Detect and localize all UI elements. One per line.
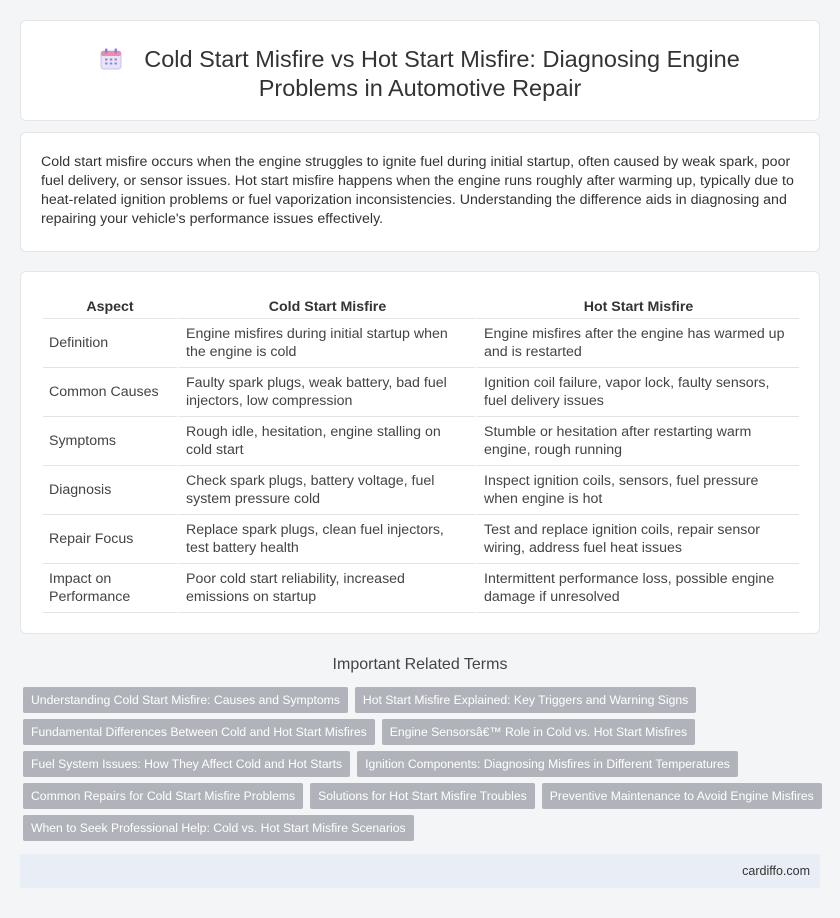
tag-row	[23, 719, 823, 745]
row-cold: Check spark plugs, battery voltage, fuel system pressure cold	[177, 466, 475, 515]
related-term-tag[interactable]: Fuel System Issues: How They Affect Cold and Hot Starts	[23, 751, 350, 777]
tag-row	[23, 687, 823, 713]
related-term-tag[interactable]: Common Repairs for Cold Start Misfire Problems	[23, 783, 303, 809]
row-aspect: Symptoms	[43, 417, 177, 466]
tag-row	[23, 751, 823, 777]
row-cold: Poor cold start reliability, increased emissions on startup	[177, 564, 475, 613]
tag-row	[23, 783, 823, 809]
related-term-tag[interactable]: When to Seek Professional Help: Cold vs. Hot Start Misfire Scenarios	[23, 815, 414, 841]
row-aspect: Diagnosis	[43, 466, 177, 515]
related-term-tag[interactable]: Fundamental Differences Between Cold and Hot Start Misfires	[23, 719, 375, 745]
row-hot: Inspect ignition coils, sensors, fuel pressure when engine is hot	[475, 466, 799, 515]
title-line-2: Problems in Automotive Repair	[258, 75, 582, 101]
row-hot: Stumble or hesitation after restarting warm engine, rough running	[475, 417, 799, 466]
related-term-tag[interactable]: Solutions for Hot Start Misfire Troubles	[310, 783, 535, 809]
footer-site-link[interactable]: cardiffo.com	[742, 864, 810, 878]
related-term-tag[interactable]: Hot Start Misfire Explained: Key Triggers and Warning Signs	[355, 687, 696, 713]
intro-paragraph: Cold start misfire occurs when the engine struggles to ignite fuel during initial startup, often caused by weak spark, poor fuel delivery, or sensor issues. Hot start misfire happens when the engine runs roughly after warming up, typically due to heat-related ignition problems or fuel vaporization inconsistencies. Understanding the difference aids in diagnosing and repairing your vehicle's performance issues effectively.	[41, 154, 794, 227]
page-title	[21, 45, 819, 103]
tag-row	[23, 815, 823, 841]
table-row	[43, 319, 799, 368]
row-hot: Ignition coil failure, vapor lock, faulty sensors, fuel delivery issues	[475, 368, 799, 417]
related-terms-list	[23, 687, 823, 847]
title-card	[20, 20, 820, 121]
row-hot: Engine misfires after the engine has warmed up and is restarted	[475, 319, 799, 368]
table-row	[43, 515, 799, 564]
row-cold: Replace spark plugs, clean fuel injectors, test battery health	[177, 515, 475, 564]
footer	[20, 854, 820, 888]
related-terms-heading: Important Related Terms	[332, 656, 508, 673]
header-aspect: Aspect	[43, 295, 177, 319]
header-cold-start: Cold Start Misfire	[177, 295, 475, 319]
intro-card	[20, 132, 820, 252]
table-row	[43, 417, 799, 466]
related-term-tag[interactable]: Understanding Cold Start Misfire: Causes and Symptoms	[23, 687, 348, 713]
related-term-tag[interactable]: Preventive Maintenance to Avoid Engine Misfires	[542, 783, 822, 809]
table-row	[43, 368, 799, 417]
row-aspect: Impact on Performance	[43, 564, 177, 613]
row-aspect: Repair Focus	[43, 515, 177, 564]
row-cold: Engine misfires during initial startup when the engine is cold	[177, 319, 475, 368]
calendar-icon	[100, 48, 122, 70]
row-cold: Faulty spark plugs, weak battery, bad fuel injectors, low compression	[177, 368, 475, 417]
header-hot-start: Hot Start Misfire	[475, 295, 799, 319]
related-term-tag[interactable]: Engine Sensorsâ€™ Role in Cold vs. Hot Start Misfires	[382, 719, 695, 745]
comparison-card	[20, 271, 820, 634]
row-hot: Test and replace ignition coils, repair sensor wiring, address fuel heat issues	[475, 515, 799, 564]
table-header-row	[43, 295, 799, 319]
row-aspect: Definition	[43, 319, 177, 368]
row-aspect: Common Causes	[43, 368, 177, 417]
title-line-1: Cold Start Misfire vs Hot Start Misfire: Diagnosing Engine	[144, 46, 740, 72]
table-row	[43, 564, 799, 613]
comparison-table	[43, 295, 799, 613]
row-cold: Rough idle, hesitation, engine stalling on cold start	[177, 417, 475, 466]
row-hot: Intermittent performance loss, possible engine damage if unresolved	[475, 564, 799, 613]
table-row	[43, 466, 799, 515]
related-term-tag[interactable]: Ignition Components: Diagnosing Misfires in Different Temperatures	[357, 751, 738, 777]
